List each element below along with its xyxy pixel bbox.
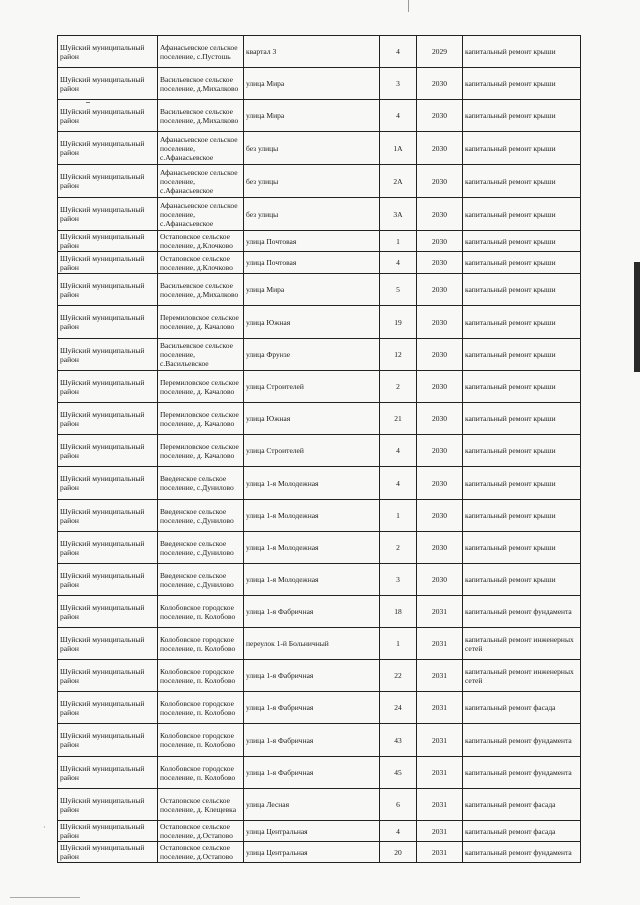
table-row <box>58 100 581 132</box>
work-type-cell: капитальный ремонт крыши <box>463 500 581 532</box>
work-type-cell: капитальный ремонт крыши <box>463 435 581 467</box>
district-cell: Шуйский муниципальный район <box>58 757 158 789</box>
year-cell: 2031 <box>417 821 463 842</box>
street-cell: улица Фрунзе <box>244 339 380 371</box>
table-row <box>58 789 581 821</box>
street-cell: улица Строителей <box>244 435 380 467</box>
settlement-cell: Колобовское городское поселение, п. Колобово <box>158 757 244 789</box>
settlement-cell: Афанасьевское сельское поселение, с.Афанасьевское <box>158 198 244 231</box>
table-row <box>58 274 581 306</box>
table-row <box>58 500 581 532</box>
settlement-cell: Введенское сельское поселение, с.Дунилово <box>158 532 244 564</box>
street-cell: улица Мира <box>244 274 380 306</box>
table-row <box>58 596 581 628</box>
table-row <box>58 252 581 274</box>
settlement-cell: Колобовское городское поселение, п. Колобово <box>158 660 244 692</box>
house-number-cell: 22 <box>380 660 417 692</box>
year-cell: 2030 <box>417 100 463 132</box>
table-row <box>58 628 581 660</box>
table-row <box>58 68 581 100</box>
work-type-cell: капитальный ремонт крыши <box>463 252 581 274</box>
settlement-cell: Остаповское сельское поселение, д.Клочково <box>158 252 244 274</box>
table-row <box>58 757 581 789</box>
work-type-cell: капитальный ремонт инженерных сетей <box>463 660 581 692</box>
work-type-cell: капитальный ремонт крыши <box>463 403 581 435</box>
table-row <box>58 306 581 339</box>
street-cell: улица 1-я Молодежная <box>244 532 380 564</box>
year-cell: 2030 <box>417 274 463 306</box>
year-cell: 2030 <box>417 252 463 274</box>
table-row <box>58 231 581 252</box>
district-cell: Шуйский муниципальный район <box>58 371 158 403</box>
table-row <box>58 842 581 863</box>
district-cell: Шуйский муниципальный район <box>58 132 158 165</box>
year-cell: 2030 <box>417 500 463 532</box>
settlement-cell: Афанасьевское сельское поселение, с.Афанасьевское <box>158 132 244 165</box>
work-type-cell: капитальный ремонт крыши <box>463 100 581 132</box>
year-cell: 2031 <box>417 660 463 692</box>
street-cell: улица Мира <box>244 100 380 132</box>
settlement-cell: Афанасьевское сельское поселение, с.Афанасьевское <box>158 165 244 198</box>
settlement-cell: Перемиловское сельское поселение, д. Качалово <box>158 435 244 467</box>
year-cell: 2030 <box>417 68 463 100</box>
scan-edge-bar <box>634 262 640 372</box>
table-row <box>58 371 581 403</box>
work-type-cell: капитальный ремонт крыши <box>463 36 581 68</box>
work-type-cell: капитальный ремонт крыши <box>463 274 581 306</box>
year-cell: 2031 <box>417 596 463 628</box>
district-cell: Шуйский муниципальный район <box>58 36 158 68</box>
street-cell: улица Почтовая <box>244 252 380 274</box>
district-cell: Шуйский муниципальный район <box>58 68 158 100</box>
house-number-cell: 4 <box>380 100 417 132</box>
house-number-cell: 21 <box>380 403 417 435</box>
settlement-cell: Колобовское городское поселение, п. Колобово <box>158 692 244 724</box>
work-type-cell: капитальный ремонт фасада <box>463 692 581 724</box>
street-cell: улица 1-я Фабричная <box>244 660 380 692</box>
work-type-cell: капитальный ремонт крыши <box>463 198 581 231</box>
street-cell: улица 1-я Молодежная <box>244 564 380 596</box>
scan-corner-mark: · <box>43 823 46 832</box>
district-cell: Шуйский муниципальный район <box>58 821 158 842</box>
house-number-cell: 12 <box>380 339 417 371</box>
house-number-cell: 4 <box>380 467 417 500</box>
street-cell: улица Южная <box>244 403 380 435</box>
year-cell: 2030 <box>417 467 463 500</box>
table-row <box>58 564 581 596</box>
table-row <box>58 467 581 500</box>
district-cell: Шуйский муниципальный район <box>58 306 158 339</box>
street-cell: улица Лесная <box>244 789 380 821</box>
scan-tick-mark <box>408 0 409 12</box>
settlement-cell: Введенское сельское поселение, с.Дунилово <box>158 467 244 500</box>
settlement-cell: Колобовское городское поселение, п. Колобово <box>158 724 244 757</box>
house-number-cell: 24 <box>380 692 417 724</box>
district-cell: Шуйский муниципальный район <box>58 628 158 660</box>
house-number-cell: 1А <box>380 132 417 165</box>
repair-schedule-table <box>57 35 581 863</box>
street-cell: улица 1-я Фабричная <box>244 757 380 789</box>
work-type-cell: капитальный ремонт фасада <box>463 789 581 821</box>
year-cell: 2030 <box>417 403 463 435</box>
house-number-cell: 1 <box>380 231 417 252</box>
street-cell: улица Мира <box>244 68 380 100</box>
year-cell: 2030 <box>417 306 463 339</box>
street-cell: улица 1-я Фабричная <box>244 692 380 724</box>
table-row <box>58 36 581 68</box>
house-number-cell: 2 <box>380 532 417 564</box>
table-row <box>58 532 581 564</box>
street-cell: улица 1-я Молодежная <box>244 467 380 500</box>
table-row <box>58 660 581 692</box>
house-number-cell: 4 <box>380 435 417 467</box>
district-cell: Шуйский муниципальный район <box>58 198 158 231</box>
work-type-cell: капитальный ремонт крыши <box>463 339 581 371</box>
street-cell: улица 1-я Фабричная <box>244 596 380 628</box>
year-cell: 2030 <box>417 435 463 467</box>
year-cell: 2030 <box>417 165 463 198</box>
work-type-cell: капитальный ремонт фасада <box>463 821 581 842</box>
street-cell: улица Центральная <box>244 842 380 863</box>
house-number-cell: 5 <box>380 274 417 306</box>
work-type-cell: капитальный ремонт фундамента <box>463 596 581 628</box>
settlement-cell: Перемиловское сельское поселение, д. Качалово <box>158 371 244 403</box>
district-cell: Шуйский муниципальный район <box>58 339 158 371</box>
house-number-cell: 1 <box>380 628 417 660</box>
year-cell: 2030 <box>417 564 463 596</box>
year-cell: 2030 <box>417 198 463 231</box>
settlement-cell: Васильевское сельское поселение, д.Михалково <box>158 100 244 132</box>
street-cell: переулок 1-й Больничный <box>244 628 380 660</box>
work-type-cell: капитальный ремонт крыши <box>463 564 581 596</box>
work-type-cell: капитальный ремонт крыши <box>463 68 581 100</box>
settlement-cell: Колобовское городское поселение, п. Колобово <box>158 596 244 628</box>
house-number-cell: 19 <box>380 306 417 339</box>
house-number-cell: 3 <box>380 564 417 596</box>
district-cell: Шуйский муниципальный район <box>58 231 158 252</box>
settlement-cell: Остаповское сельское поселение, д.Остапово <box>158 842 244 863</box>
district-cell: Шуйский муниципальный район <box>58 596 158 628</box>
settlement-cell: Афанасьевское сельское поселение, с.Пустошь <box>158 36 244 68</box>
house-number-cell: 18 <box>380 596 417 628</box>
house-number-cell: 3А <box>380 198 417 231</box>
district-cell: Шуйский муниципальный район <box>58 789 158 821</box>
district-cell: Шуйский муниципальный район <box>58 274 158 306</box>
year-cell: 2031 <box>417 692 463 724</box>
house-number-cell: 3 <box>380 68 417 100</box>
table-row <box>58 339 581 371</box>
street-cell: улица 1-я Фабричная <box>244 724 380 757</box>
table-row <box>58 692 581 724</box>
year-cell: 2030 <box>417 132 463 165</box>
house-number-cell: 20 <box>380 842 417 863</box>
district-cell: Шуйский муниципальный район <box>58 660 158 692</box>
district-cell: Шуйский муниципальный район <box>58 165 158 198</box>
street-cell: улица Южная <box>244 306 380 339</box>
table-row <box>58 724 581 757</box>
work-type-cell: капитальный ремонт инженерных сетей <box>463 628 581 660</box>
street-cell: без улицы <box>244 198 380 231</box>
settlement-cell: Колобовское городское поселение, п. Колобово <box>158 628 244 660</box>
work-type-cell: капитальный ремонт фундамента <box>463 724 581 757</box>
work-type-cell: капитальный ремонт фундамента <box>463 842 581 863</box>
settlement-cell: Васильевское сельское поселение, д.Михалково <box>158 68 244 100</box>
street-cell: улица Строителей <box>244 371 380 403</box>
work-type-cell: капитальный ремонт крыши <box>463 165 581 198</box>
work-type-cell: капитальный ремонт крыши <box>463 306 581 339</box>
settlement-cell: Остаповское сельское поселение, д. Клещевка <box>158 789 244 821</box>
settlement-cell: Введенское сельское поселение, с.Дунилово <box>158 564 244 596</box>
house-number-cell: 1 <box>380 500 417 532</box>
street-cell: без улицы <box>244 132 380 165</box>
house-number-cell: 4 <box>380 36 417 68</box>
district-cell: Шуйский муниципальный район <box>58 252 158 274</box>
district-cell: Шуйский муниципальный район <box>58 692 158 724</box>
work-type-cell: капитальный ремонт крыши <box>463 231 581 252</box>
house-number-cell: 4 <box>380 821 417 842</box>
street-cell: улица Почтовая <box>244 231 380 252</box>
year-cell: 2031 <box>417 757 463 789</box>
district-cell: Шуйский муниципальный район <box>58 564 158 596</box>
house-number-cell: 6 <box>380 789 417 821</box>
district-cell: Шуйский муниципальный район <box>58 842 158 863</box>
year-cell: 2030 <box>417 339 463 371</box>
work-type-cell: капитальный ремонт крыши <box>463 371 581 403</box>
work-type-cell: капитальный ремонт крыши <box>463 532 581 564</box>
year-cell: 2029 <box>417 36 463 68</box>
settlement-cell: Введенское сельское поселение, с.Дунилово <box>158 500 244 532</box>
house-number-cell: 2 <box>380 371 417 403</box>
house-number-cell: 2А <box>380 165 417 198</box>
settlement-cell: Васильевское сельское поселение, д.Михалково <box>158 274 244 306</box>
year-cell: 2031 <box>417 789 463 821</box>
district-cell: Шуйский муниципальный район <box>58 500 158 532</box>
district-cell: Шуйский муниципальный район <box>58 467 158 500</box>
district-cell: Шуйский муниципальный район <box>58 403 158 435</box>
work-type-cell: капитальный ремонт крыши <box>463 467 581 500</box>
settlement-cell: Васильевское сельское поселение, с.Васильевское <box>158 339 244 371</box>
table-row <box>58 198 581 231</box>
settlement-cell: Остаповское сельское поселение, д.Клочково <box>158 231 244 252</box>
year-cell: 2031 <box>417 724 463 757</box>
work-type-cell: капитальный ремонт крыши <box>463 132 581 165</box>
year-cell: 2030 <box>417 532 463 564</box>
table-row <box>58 403 581 435</box>
settlement-cell: Перемиловское сельское поселение, д. Качалово <box>158 403 244 435</box>
table-row <box>58 821 581 842</box>
year-cell: 2031 <box>417 628 463 660</box>
work-type-cell: капитальный ремонт фундамента <box>463 757 581 789</box>
street-cell: улица 1-я Молодежная <box>244 500 380 532</box>
house-number-cell: 4 <box>380 252 417 274</box>
district-cell: Шуйский муниципальный район <box>58 724 158 757</box>
district-cell: Шуйский муниципальный район <box>58 435 158 467</box>
settlement-cell: Перемиловское сельское поселение, д. Качалово <box>158 306 244 339</box>
street-cell: без улицы <box>244 165 380 198</box>
district-cell: Шуйский муниципальный район <box>58 100 158 132</box>
table-row <box>58 132 581 165</box>
house-number-cell: 43 <box>380 724 417 757</box>
table-body <box>58 36 581 863</box>
table-row <box>58 165 581 198</box>
table-row <box>58 435 581 467</box>
settlement-cell: Остаповское сельское поселение, д.Остапово <box>158 821 244 842</box>
district-cell: Шуйский муниципальный район <box>58 532 158 564</box>
scan-bottom-rule <box>10 897 80 898</box>
street-cell: квартал 3 <box>244 36 380 68</box>
year-cell: 2031 <box>417 842 463 863</box>
street-cell: улица Центральная <box>244 821 380 842</box>
year-cell: 2030 <box>417 371 463 403</box>
year-cell: 2030 <box>417 231 463 252</box>
house-number-cell: 45 <box>380 757 417 789</box>
